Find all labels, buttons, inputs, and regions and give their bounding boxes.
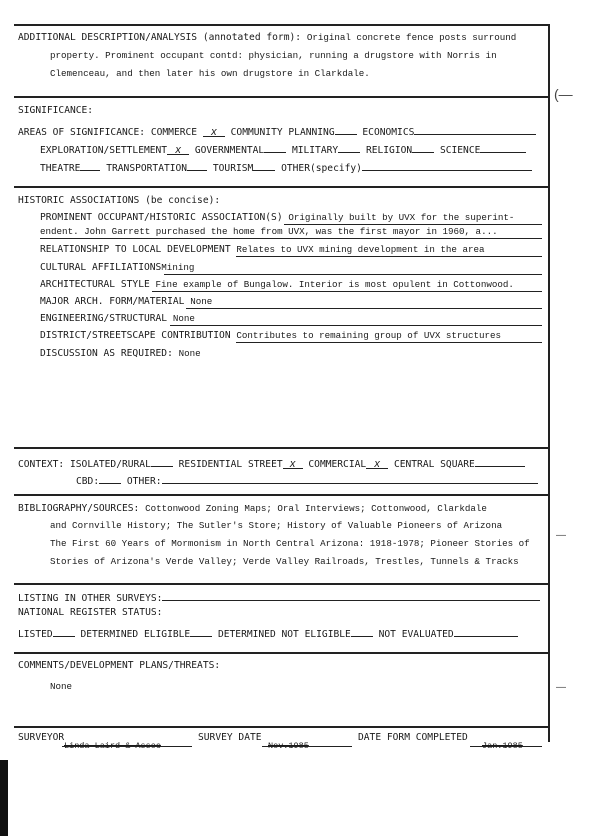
military-label: MILITARY: [291, 145, 339, 156]
major-arch-row: [40, 296, 212, 308]
arch-style-line: [152, 291, 542, 292]
survey-date-value: Nov.1985: [268, 741, 309, 751]
determined-not-eligible-label: DETERMINED NOT ELIGIBLE: [217, 629, 351, 640]
prominent-occupant-label: PROMINENT OCCUPANT/HISTORIC ASSOCIATION(S): [40, 212, 283, 223]
areas-label: AREAS OF SIGNIFICANCE:: [18, 127, 146, 138]
determined-eligible-checkbox[interactable]: [190, 626, 212, 637]
survey-date-label: SURVEY DATE: [198, 732, 262, 743]
tourism-checkbox[interactable]: [253, 160, 275, 171]
context-other-label: OTHER:: [126, 476, 162, 487]
engineering-row: [40, 313, 195, 325]
bibliography-label: BIBLIOGRAPHY/SOURCES:: [18, 503, 140, 514]
economics-label: ECONOMICS: [362, 127, 415, 138]
completed-label: DATE FORM COMPLETED: [358, 732, 468, 743]
commerce-label: COMMERCE: [150, 127, 198, 138]
description-line-1: Original concrete fence posts surround: [306, 32, 517, 43]
section-divider: [14, 494, 548, 496]
scan-edge-shadow: [0, 760, 8, 836]
central-square-label: CENTRAL SQUARE: [393, 459, 475, 470]
discussion-row: [40, 348, 201, 360]
district-row: [40, 330, 501, 342]
engineering-value: None: [172, 313, 195, 324]
community-planning-checkbox[interactable]: [335, 124, 357, 135]
areas-of-significance-row: [18, 124, 536, 139]
governmental-checkbox[interactable]: [264, 142, 286, 153]
residential-street-checkbox[interactable]: [283, 458, 303, 469]
bibliography-line-1: Cottonwood Zoning Maps; Oral Interviews; Cottonwood, Clarkdale: [145, 503, 487, 514]
exploration-label: EXPLORATION/SETTLEMENT: [40, 145, 168, 156]
engineering-label: ENGINEERING/STRUCTURAL: [40, 313, 168, 324]
discussion-value: None: [178, 348, 201, 359]
prominent-occupant-line-2: [40, 238, 542, 239]
bibliography-line-3: The First 60 Years of Mormonism in North Central Arizona: 1918-1978; Pioneer Stories of: [50, 538, 530, 549]
commercial-check-mark: x: [374, 458, 380, 470]
surveyor-label: SURVEYOR: [18, 732, 65, 743]
listed-label: LISTED: [18, 629, 53, 640]
economics-blank[interactable]: [414, 124, 536, 135]
religion-checkbox[interactable]: [412, 142, 434, 153]
completed-line: [470, 746, 542, 747]
section-divider: [14, 652, 548, 654]
bibliography-line-2: and Cornville History; The Sutler's Store; History of Valuable Pioneers of Arizona: [50, 520, 503, 531]
survey-date-line: [262, 746, 352, 747]
not-evaluated-label: NOT EVALUATED: [378, 629, 454, 640]
district-line: [236, 342, 542, 343]
exploration-check-mark: x: [175, 144, 181, 156]
description-line-3: Clemenceau, and then later his own drugstore in Clarkdale.: [50, 68, 370, 79]
cbd-row: [76, 473, 538, 488]
isolated-rural-label: ISOLATED/RURAL: [70, 459, 151, 470]
determined-not-eligible-checkbox[interactable]: [351, 626, 373, 637]
other-specify-label: OTHER(specify): [281, 163, 362, 174]
bibliography-row: [18, 503, 487, 515]
science-blank[interactable]: [480, 142, 526, 153]
comments-value: None: [50, 681, 73, 692]
margin-dash-mark-2: —: [556, 682, 566, 693]
margin-dash-mark: —: [556, 530, 566, 541]
section-divider: [14, 447, 548, 449]
science-label: SCIENCE: [439, 145, 481, 156]
isolated-rural-checkbox[interactable]: [151, 456, 173, 467]
engineering-line: [170, 325, 542, 326]
other-specify-blank[interactable]: [362, 160, 532, 171]
community-planning-label: COMMUNITY PLANNING: [230, 127, 335, 138]
description-line-2: property. Prominent occupant contd: physician, running a drugstore with Norris in: [50, 50, 497, 61]
discussion-label: DISCUSSION AS REQUIRED:: [40, 348, 173, 359]
arch-style-label: ARCHITECTURAL STYLE: [40, 279, 150, 290]
relationship-value: Relates to UVX mining development in the area: [236, 244, 485, 255]
completed-value: Jan.1985: [482, 741, 523, 751]
context-row: [18, 456, 525, 471]
commercial-label: COMMERCIAL: [308, 459, 367, 470]
relationship-line: [236, 256, 542, 257]
surveyor-value: Linda Laird & Assoc: [64, 741, 161, 751]
listing-status-row: [18, 626, 518, 641]
section-divider: [14, 726, 548, 728]
major-arch-line: [186, 308, 542, 309]
cultural-row: [40, 262, 194, 274]
cultural-line: [164, 274, 542, 275]
listed-checkbox[interactable]: [53, 626, 75, 637]
prominent-occupant-line: [284, 224, 542, 225]
significance-heading: SIGNIFICANCE:: [18, 105, 94, 116]
national-register-label: NATIONAL REGISTER STATUS:: [18, 607, 163, 618]
tourism-label: TOURISM: [212, 163, 254, 174]
major-arch-value: None: [190, 296, 213, 307]
significance-row-2: [40, 142, 526, 157]
prominent-occupant-row: [40, 212, 514, 224]
theatre-label: THEATRE: [40, 163, 81, 174]
margin-bracket-mark: (—: [554, 86, 573, 102]
prominent-occupant-value-1: Originally built by UVX for the superint-: [288, 212, 515, 223]
commerce-check-mark: x: [211, 126, 217, 138]
exploration-checkbox[interactable]: [167, 144, 189, 155]
section-divider: [14, 186, 548, 188]
other-surveys-row: [18, 590, 540, 605]
section-divider: [14, 96, 548, 98]
section-divider: [14, 583, 548, 585]
residential-check-mark: x: [289, 458, 296, 470]
relationship-label: RELATIONSHIP TO LOCAL DEVELOPMENT: [40, 244, 231, 255]
major-arch-label: MAJOR ARCH. FORM/MATERIAL: [40, 296, 185, 307]
arch-style-row: [40, 279, 514, 291]
religion-label: RELIGION: [365, 145, 413, 156]
comments-heading: COMMENTS/DEVELOPMENT PLANS/THREATS:: [18, 660, 221, 671]
governmental-label: GOVERNMENTAL: [194, 145, 265, 156]
district-value: Contributes to remaining group of UVX structures: [236, 330, 502, 341]
context-label: CONTEXT:: [18, 459, 65, 470]
surveyor-line: [62, 746, 192, 747]
arch-style-value: Fine example of Bungalow. Interior is most opulent in Cottonwood.: [155, 279, 514, 290]
transportation-checkbox[interactable]: [187, 160, 207, 171]
cultural-label: CULTURAL AFFILIATIONS: [40, 262, 162, 273]
national-register-row: [18, 607, 162, 619]
district-label: DISTRICT/STREETSCAPE CONTRIBUTION: [40, 330, 231, 341]
bibliography-line-4: Stories of Arizona's Verde Valley; Verde Valley Railroads, Trestles, Tunnels & Tracks: [50, 556, 519, 567]
description-heading-label: ADDITIONAL DESCRIPTION/ANALYSIS (annotated form):: [18, 32, 302, 43]
cbd-blank[interactable]: [99, 473, 121, 484]
context-other-blank[interactable]: [162, 473, 538, 484]
cbd-label: CBD:: [76, 476, 100, 487]
central-square-blank[interactable]: [475, 456, 525, 467]
prominent-occupant-value-2: endent. John Garrett purchased the home from UVX, was the first mayor in 1960, a...: [40, 226, 498, 237]
military-checkbox[interactable]: [338, 142, 360, 153]
commerce-checkbox[interactable]: [203, 126, 225, 137]
residential-street-label: RESIDENTIAL STREET: [178, 459, 283, 470]
description-heading: [18, 32, 516, 44]
transportation-label: TRANSPORTATION: [106, 163, 188, 174]
commercial-checkbox[interactable]: [366, 458, 388, 469]
historic-heading: HISTORIC ASSOCIATIONS (be concise):: [18, 195, 221, 206]
determined-eligible-label: DETERMINED ELIGIBLE: [80, 629, 191, 640]
theatre-checkbox[interactable]: [80, 160, 100, 171]
not-evaluated-checkbox[interactable]: [454, 626, 518, 637]
other-surveys-label: LISTING IN OTHER SURVEYS:: [18, 593, 163, 604]
significance-row-3: [40, 160, 532, 175]
other-surveys-blank[interactable]: [162, 590, 540, 601]
cultural-value: Mining: [161, 262, 195, 273]
relationship-row: [40, 244, 485, 256]
